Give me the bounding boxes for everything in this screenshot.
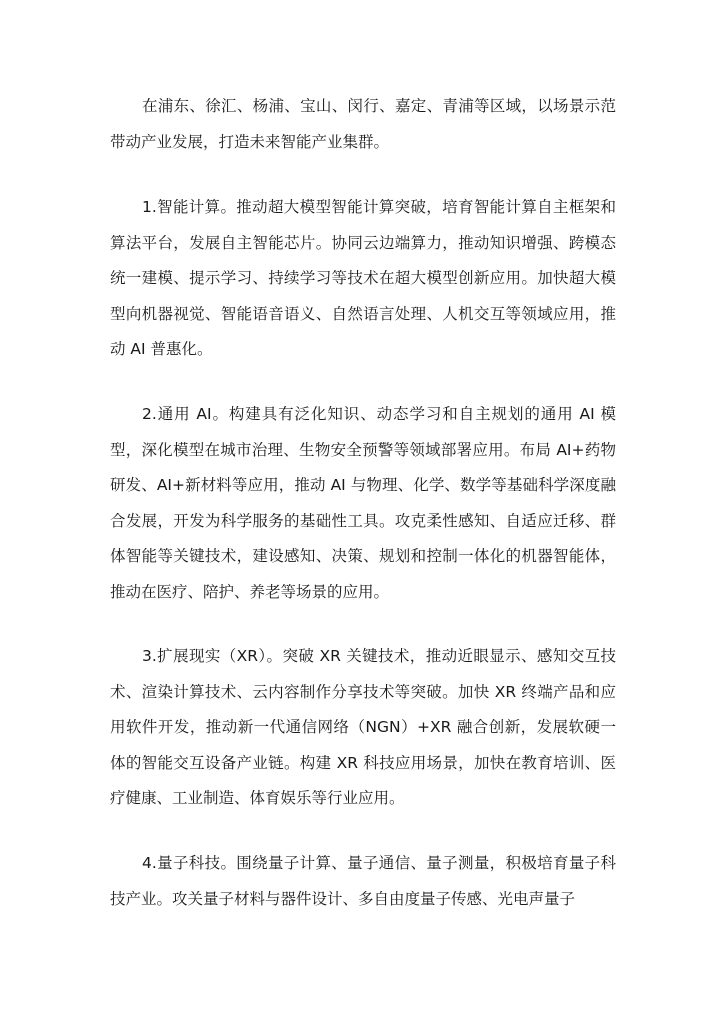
section-intelligent-computing: 1.智能计算。推动超大模型智能计算突破，培育智能计算自主框架和算法平台，发展自主智能芯片。协同云边端算力，推动知识增强、跨模态统一建模、提示学习、持续学习等技术在超大模型创新应用。加快超大模型向机器视觉、智能语音语义、自然语言处理、人机交互等领域应用，推动 AI 普惠化。 bbox=[110, 198, 616, 358]
section-quantum-technology: 4.量子科技。围绕量子计算、量子通信、量子测量，积极培育量子科技产业。攻关量子材料与器件设计、多自由度量子传感、光电声量子 bbox=[110, 854, 616, 908]
section-general-ai: 2.通用 AI。构建具有泛化知识、动态学习和自主规划的通用 AI 模型，深化模型在城市治理、生物安全预警等领域部署应用。布局 AI+药物研发、AI+新材料等应用，推动 AI 与物理、化学、数学等基础科学深度融合发展，开发为科学服务的基础性工具。攻克柔性感知、自适应迁移、群体智能等关键技术，建设感知、决策、规划和控制一体化的机器智能体，推动在医疗、陪护、养老等场景的应用。 bbox=[110, 405, 616, 601]
intro-paragraph: 在浦东、徐汇、杨浦、宝山、闵行、嘉定、青浦等区域，以场景示范带动产业发展，打造未来智能产业集群。 bbox=[110, 97, 616, 151]
section-extended-reality: 3.扩展现实（XR）。突破 XR 关键技术，推动近眼显示、感知交互技术、渲染计算技术、云内容制作分享技术等突破。加快 XR 终端产品和应用软件开发，推动新一代通信网络（NGN）+XR 融合创新，发展软硬一体的智能交互设备产业链。构建 XR 科技应用场景，加快在教育培训、医疗健康、工业制造、体育娱乐等行业应用。 bbox=[110, 647, 616, 807]
